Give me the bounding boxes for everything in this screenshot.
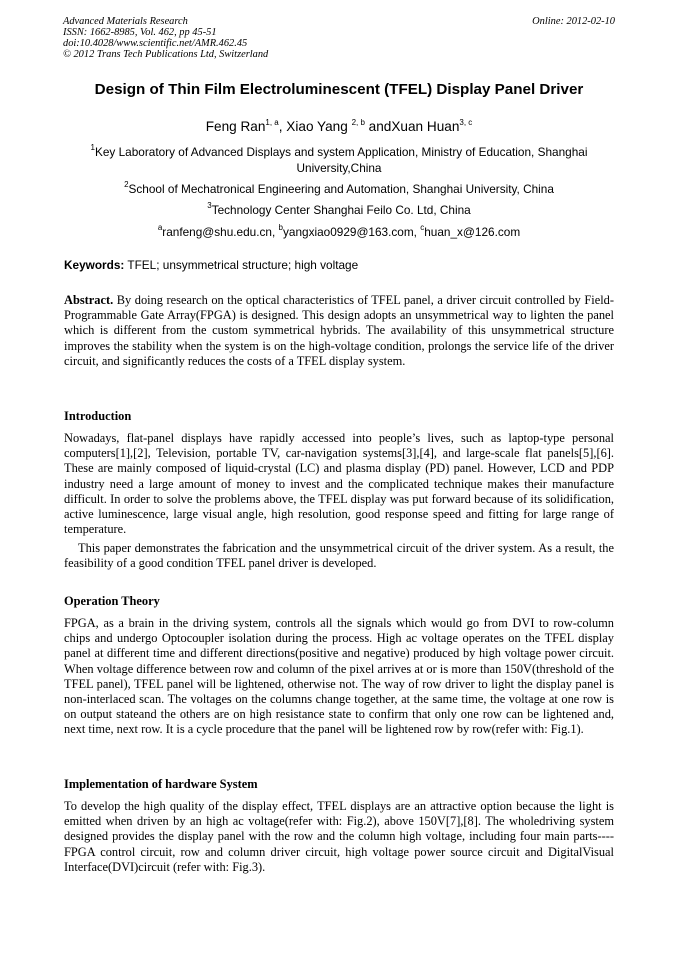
affiliation-3 [40, 202, 638, 218]
email-sup: a [157, 223, 163, 232]
affiliation-1 [64, 144, 614, 176]
abstract-label: Abstract. [64, 293, 114, 307]
email-sup: b [278, 223, 283, 232]
abstract-text: By doing research on the optical characteristics of TFEL panel, a driver circuit controlled by Field-Programmable Gate Array(FPGA) is designed. This design adopts an unsymmetrical way to lighten the panel which is different from the custom symmetrical hybrids. The availability of this unsymmetrical structure improves the stability when the system is on the high-voltage condition, prolongs the service life of the driver circuit, and significantly reduces the costs of a TFEL display system. [64, 293, 614, 368]
journal-name: Advanced Materials Research [63, 16, 188, 27]
keywords-label: Keywords: [64, 258, 125, 272]
journal-copyright: © 2012 Trans Tech Publications Ltd, Switzerland [63, 49, 269, 60]
keywords-text: TFEL; unsymmetrical structure; high voltage [124, 258, 359, 272]
author-name: Feng Ran [205, 119, 266, 134]
author-sup: 1, a [265, 118, 279, 127]
abstract [64, 293, 614, 369]
paper-title: Design of Thin Film Electroluminescent (TFEL) Display Panel Driver [94, 81, 584, 98]
journal-header [63, 16, 268, 60]
email-link[interactable]: huan_x@126.com [424, 225, 521, 239]
affiliation-2 [40, 181, 638, 197]
affiliation-sup: 2 [124, 180, 129, 189]
author-sup: 2, b [351, 118, 365, 127]
author-separator: , Xiao Yang [278, 119, 352, 134]
introduction-paragraph-1: Nowadays, flat-panel displays have rapidly accessed into people’s lives, such as laptop-type personal computers[1],[2], Television, portable TV, car-navigation systems[3],[4], and large-scale flat panels[5],[6]. These are mainly composed of liquid-crystal (LC) and plasma display (PD) panel. However, LCD and PDP industry need a large amount of money to invest and the complicated technique makes their manufacture difficult. In order to solve the problems above, the TFEL display was put forward because of its solidification, active luminescence, large visual angle, high resolution, good response speed and fitting for large range of temperature. [64, 431, 614, 537]
journal-issn: ISSN: 1662-8985, Vol. 462, pp 45-51 [63, 27, 217, 38]
email-link[interactable]: yangxiao0929@163.com, [282, 225, 421, 239]
operation-paragraph-1: FPGA, as a brain in the driving system, controls all the signals which would go from DVI to row-column chips and undergo Optocoupler isolation during the process. High ac voltage operates on the TFEL display panel at different time and different directions(positive and negative) produced by high voltage power circuit. When voltage difference between row and column of the pixel arrives at or is more than 150V(threshold of the TFEL panel), TFEL panel will be lightened, otherwise not. The way of row driver to light the display panel is non-interlaced scan. The voltages on the columns change together, at the same time, the voltage at one row is on output stateand the others are on high resistance state to confirm that only one row can be lightened and, next time, next row. It is a cycle procedure that the panel will be lightened row by row(refer with: Fig.1). [64, 616, 614, 737]
author-sup: 3, c [459, 118, 473, 127]
affiliation-text: School of Mechatronical Engineering and Automation, Shanghai University, China [128, 182, 554, 196]
email-link[interactable]: ranfeng@shu.edu.cn, [162, 225, 279, 239]
hardware-paragraph-1: To develop the high quality of the display effect, TFEL displays are an attractive option because the light is emitted when driven by an high ac voltage(refer with: Fig.2), above 150V[7],[8]. The wholedriving system designed provides the display panel with the row and the column high voltage, including four main parts----FPGA control circuit, row and column driver circuit, high voltage power source circuit and DigitalVisual Interface(DVI)circuit (refer with: Fig.3). [64, 799, 614, 874]
affiliation-text: Technology Center Shanghai Feilo Co. Ltd, China [211, 203, 471, 217]
email-sup: c [420, 223, 425, 232]
affiliation-sup: 1 [90, 143, 95, 152]
author-separator: andXuan Huan [364, 119, 460, 134]
affiliation-sup: 3 [207, 201, 212, 210]
introduction-paragraph-2: This paper demonstrates the fabrication and the unsymmetrical circuit of the driver system. As a result, the feasibility of a good condition TFEL panel driver is developed. [64, 541, 614, 571]
section-heading-hardware: Implementation of hardware System [64, 777, 258, 791]
author-list [40, 118, 638, 136]
keywords [64, 257, 624, 273]
email-list [40, 224, 638, 240]
journal-doi[interactable]: doi:10.4028/www.scientific.net/AMR.462.45 [63, 38, 248, 49]
affiliation-text: Key Laboratory of Advanced Displays and system Application, Ministry of Education, Shanghai University,China [94, 145, 588, 175]
section-heading-operation: Operation Theory [64, 594, 160, 608]
online-date: Online: 2012-02-10 [532, 16, 615, 27]
section-heading-introduction: Introduction [64, 409, 132, 423]
